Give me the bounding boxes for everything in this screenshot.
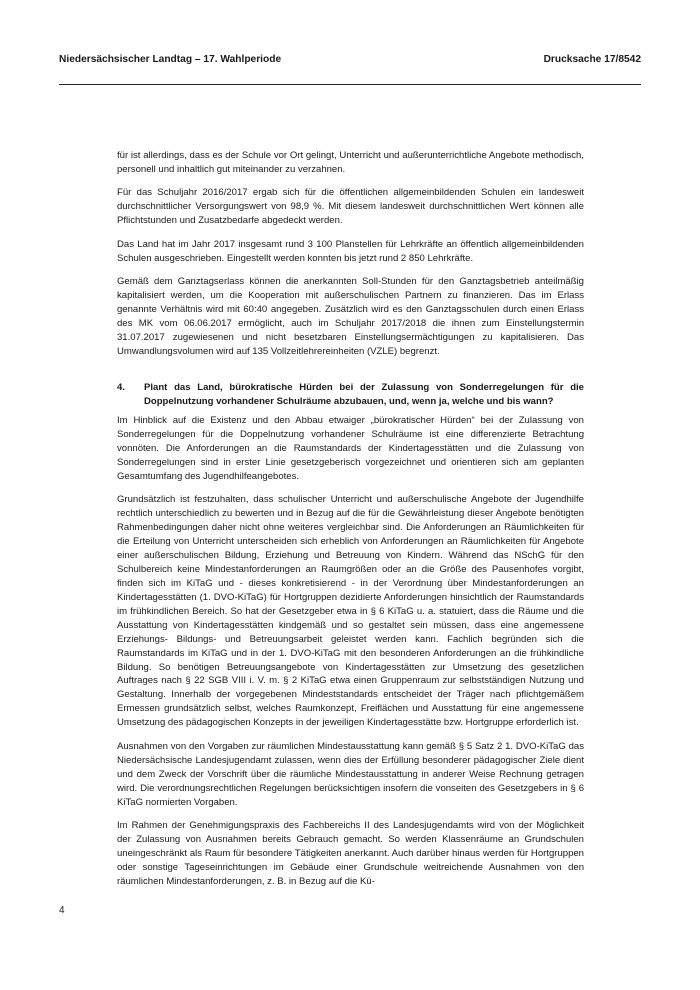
header-parliament-title: Niedersächsischer Landtag – 17. Wahlperiode — [59, 54, 282, 65]
page-header — [59, 54, 641, 70]
question-block — [117, 381, 584, 409]
question-text: Plant das Land, bürokratische Hürden bei der Zulassung von Sonderregelungen für die Doppelnutzung vorhandener Schulräume abzubauen, und, wenn ja, welche und bis wann? — [144, 381, 584, 407]
paragraph: Für das Schuljahr 2016/2017 ergab sich für die öffentlichen allgemeinbildenden Schulen ein landesweit durchschnittlicher Versorgungswert von 98,9 %. Mit diesem landesweit durchschnittlichen Wert können alle Pflichtstunden und Zusatzbedarfe abgedeckt werden. — [117, 187, 584, 227]
header-divider — [59, 84, 641, 85]
paragraph: Das Land hat im Jahr 2017 insgesamt rund 3 100 Planstellen für Lehrkräfte an öffentlich allgemeinbildenden Schulen ausgeschrieben. Eingestellt werden konnten bis jetzt rund 2 850 Lehrkräfte. — [117, 238, 584, 264]
body-text — [117, 149, 584, 898]
paragraph: Im Rahmen der Genehmigungspraxis des Fachbereichs II des Landesjugendamts wird von der Möglichkeit der Zulassung von Ausnahmen bereits Gebrauch gemacht. So werden Klassenräume an Grundschulen uneingeschränkt als Raum für besondere Tätigkeiten anerkannt. Auch darüber hinaus werden für Hortgruppen oder sonstige Tageseinrichtungen im Gebäude einer Grundschule weitreichende Ausnahmen von den räumlichen Mindestanforderungen, z. B. in Bezug auf die Kü- — [117, 820, 584, 887]
paragraph: Ausnahmen von den Vorgaben zur räumlichen Mindestausstattung kann gemäß § 5 Satz 2 1. DVO-KiTaG das Niedersächsische Landesjugendamt zulassen, wenn dies der Erfüllung besonderer pädagogischer Ziele dient und dem Zweck der Vorschrift über die räumliche Mindestausstattung in anderer Weise Rechnung getragen wird. Die verordnungsrechtlichen Regelungen berücksichtigen insofern die vonseiten des Gesetzgebers in § 6 KiTaG normierten Vorgaben. — [117, 740, 584, 808]
paragraph: Gemäß dem Ganztagserlass können die anerkannten Soll-Stunden für den Ganztagsbetrieb anteilmäßig kapitalisiert werden, um die Kooperation mit außerschulischen Partnern zu finanzieren. Das im Erlass genannte Verhältnis wird mit 60:40 angegeben. Zusätzlich wird es den Ganztagsschulen durch einen Erlass des MK vom 06.06.2017 ermöglicht, auch im Schuljahr 2017/2018 die ihnen zum Einstellungstermin 31.07.2017 zugewiesenen und nicht besetzbaren Einstellungsermächtigungen zu kapitalisieren. Das Umwandlungsvolumen wird auf 135 Vollzeitlehrereinheiten (VZLE) begrenzt. — [117, 276, 584, 357]
question-number: 4. — [117, 381, 125, 393]
page-number: 4 — [59, 905, 65, 916]
paragraph: Im Hinblick auf die Existenz und den Abbau etwaiger „bürokratischer Hürden“ bei der Zulassung von Sonderregelungen für die Doppelnutzung vorhandener Schulräume ist eine differenzierte Betrachtung vonnöten. Die Anforderungen an die Raumstandards der Kindertagesstätten und die Zulassung von Sonderregelungen sind in erster Linie gesetzgeberisch vorgezeichnet und orientieren sich am geplanten Gesamtumfang des Jugendhilfeangebotes. — [117, 414, 584, 482]
paragraph: Grundsätzlich ist festzuhalten, dass schulischer Unterricht und außerschulische Angebote der Jugendhilfe rechtlich unterschiedlich zu bewerten und in Bezug auf die für die Gewährleistung dieser Angebote benötigten Rahmenbedingungen daher nicht ohne weiteres vergleichbar sind. Die Anforderungen an Räumlichkeiten für die Erteilung von Unterricht unterscheiden sich erheblich von Anforderungen an Räumlichkeiten für Angebote einer außerschulischen Bildung, Erziehung und Betreuung von Kindern. Während das NSchG für den Schulbereich keine Mindestanforderungen an Raumgrößen oder an die Größe des Pausenhofes vorgibt, finden sich im KiTaG und - dieses konkretisierend - in der Verordnung über Mindestanforderungen an Kindertagesstätten (1. DVO-KiTaG) für Hortgruppen dezidierte Anforderungen hinsichtlich der Raumstandards im frühkindlichen Bereich. So hat der Gesetzgeber etwa in § 6 KiTaG u. a. statuiert, dass die Räume und die Ausstattung von Kindertagesstätten kindgemäß und so gestaltet sein müssen, dass eine angemessene Erziehungs- Bildungs- und Betreuungsarbeit geleistet werden kann. Fachlich begründen sich die Raumstandards im KiTaG und in der 1. DVO-KiTaG mit den besonderen Anforderungen an die frühkindliche Bildung. So benötigen Betreuungsangebote von Kindertagesstätten zur Umsetzung des gesetzlichen Auftrages nach § 22 SGB VIII i. V. m. § 2 KiTaG etwa einen Gruppenraum zur selbstständigen Nutzung und Gestaltung. Innerhalb der vorgegebenen Mindeststandards entscheidet der Träger nach pflichtgemäßem Ermessen grundsätzlich selbst, welches Raumkonzept, Freiflächen und Ausstattung für eine angemessene Umsetzung des pädagogischen Konzepts in der jeweiligen Kindertagesstätte bzw. Hortgruppe erforderlich ist. — [117, 494, 584, 729]
paragraph: für ist allerdings, dass es der Schule vor Ort gelingt, Unterricht und außerunterrichtliche Angebote methodisch, personell und inhaltlich gut miteinander zu verzahnen. — [117, 150, 584, 175]
header-document-number: Drucksache 17/8542 — [543, 54, 641, 65]
